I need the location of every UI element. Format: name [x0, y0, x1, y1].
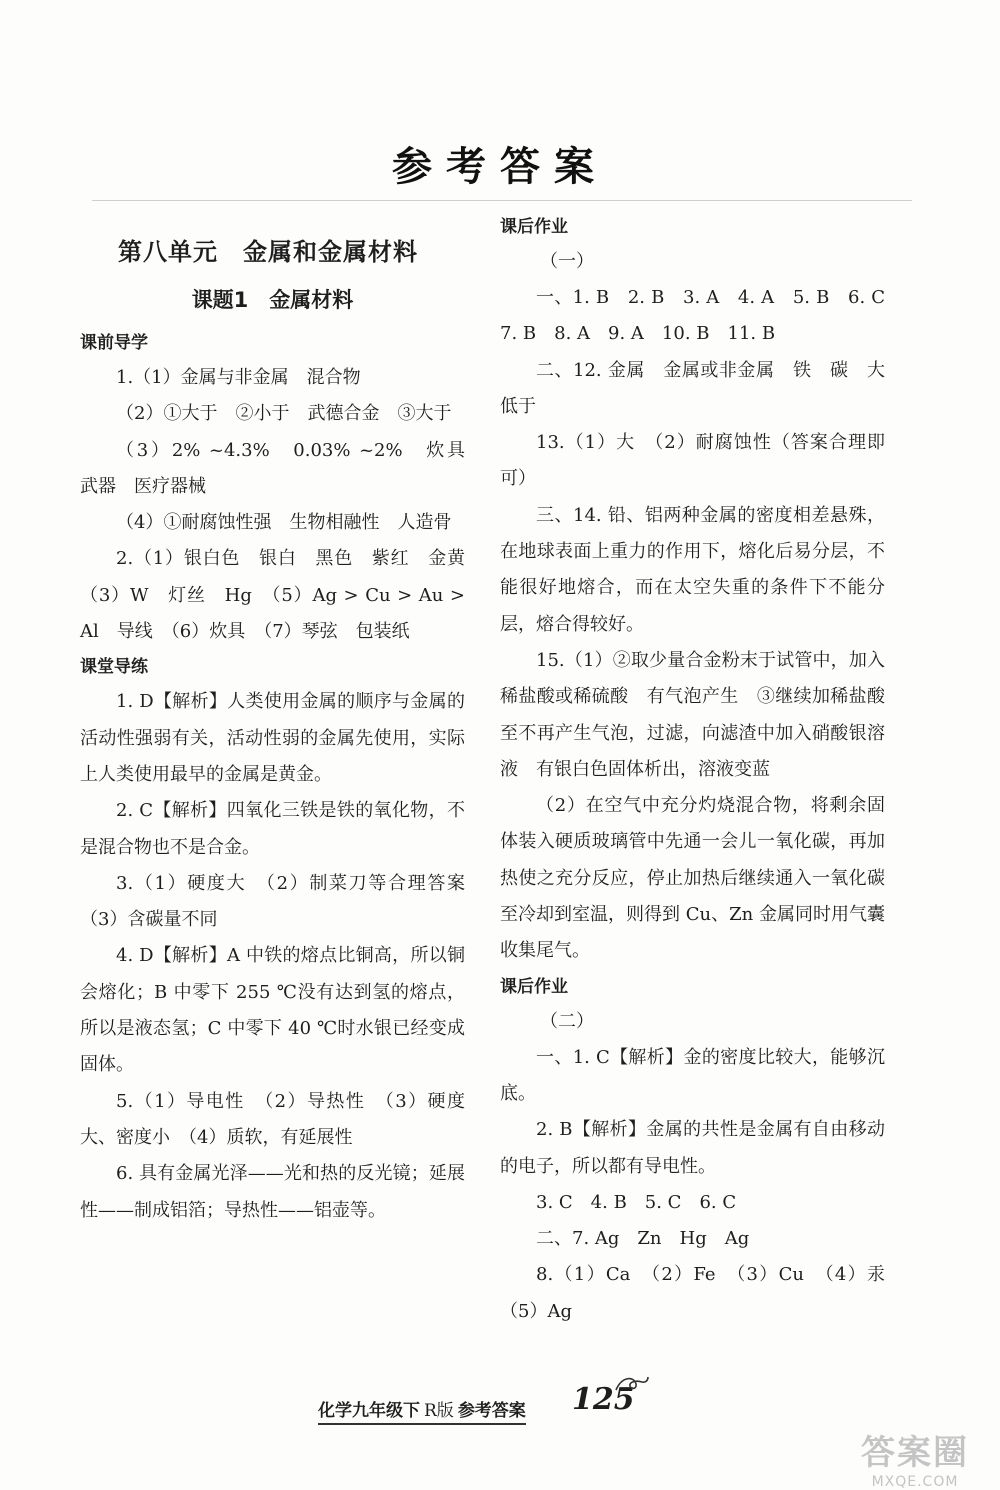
page-footer	[318, 1396, 526, 1425]
subsection-label: （二）	[540, 1010, 594, 1032]
lesson-title: 课题1 金属材料	[191, 288, 354, 312]
footer-book-title: 化学九年级下	[318, 1401, 420, 1421]
section-heading-preview: 课前导学	[80, 333, 148, 353]
answer-item: 3.（1）硬度大 （2）制菜刀等合理答案 （3）含碳量不同	[80, 872, 483, 931]
answer-item: 2. C【解析】四氧化三铁是铁的氧化物，不是混合物也不是合金。	[80, 800, 465, 858]
answer-item: 一、1. C【解析】金的密度比较大，能够沉底。	[500, 1046, 885, 1104]
answer-item: 2.（1）银白色 银白 黑色 紫红 金黄 （3）W 灯丝 Hg （5）Ag > Cu > Au > Al 导线 （6）炊具 （7）琴弦 包装纸	[80, 548, 483, 643]
answer-item: 二、7. Ag Zn Hg Ag	[536, 1228, 750, 1250]
answer-item: （4）①耐腐蚀性强 生物相融性 人造骨	[116, 512, 452, 534]
answer-item: 二、12. 金属 金属或非金属 铁 碳 大 低于	[500, 359, 903, 417]
page-title: 参考答案	[392, 144, 608, 190]
right-column	[500, 210, 903, 1330]
answer-item: 2. B【解析】金属的共性是金属有自由移动的电子，所以都有导电性。	[500, 1119, 885, 1177]
answer-item: 6. 具有金属光泽——光和热的反光镜；延展性——制成铝箔；导热性——铝壶等。	[80, 1163, 465, 1221]
answer-item: 3. C 4. B 5. C 6. C	[536, 1191, 737, 1213]
section-heading-homework: 课后作业	[500, 976, 568, 997]
section-heading-homework: 课后作业	[500, 217, 568, 237]
answer-item: （3）2% ~4.3% 0.03% ~2% 炊具 武器 医疗器械	[80, 439, 483, 497]
footer-edition: R版	[424, 1401, 454, 1421]
subsection-label: （一）	[540, 251, 594, 272]
answer-item: （2）在空气中充分灼烧混合物，将剩余固体装入硬质玻璃管中先通一会儿一氧化碳，再加热使之充分反应，停止加热后继续通入一氧化碳至冷却到室温，则得到 Cu、Zn 金属同时用气囊收集尾气。	[500, 795, 885, 962]
answer-item: 5.（1）导电性 （2）导热性 （3）硬度大、密度小 （4）质软，有延展性	[80, 1090, 465, 1148]
section-heading-classwork: 课堂导练	[80, 657, 148, 678]
answer-item: 4. D【解析】A 中铁的熔点比铜高，所以铜会熔化；B 中零下 255 ℃没有达到氢的熔点，所以是液态氢；C 中零下 40 ℃时水银已经变成固体。	[80, 945, 465, 1076]
title-rule	[92, 200, 912, 201]
swirl-ornament-icon	[612, 1372, 652, 1396]
answer-item: 1. D【解析】人类使用金属的顺序与金属的活动性强弱有关，活动性弱的金属先使用，实际上人类使用最早的金属是黄金。	[80, 691, 465, 785]
answer-item: 8.（1）Ca （2）Fe （3）Cu （4）汞 （5）Ag	[500, 1264, 903, 1322]
unit-title: 第八单元 金属和金属材料	[118, 238, 418, 266]
answer-item: （2）①大于 ②小于 武德合金 ③大于	[116, 403, 452, 425]
watermark-url: MXQE.COM	[871, 1474, 959, 1490]
answer-item: 1.（1）金属与非金属 混合物	[116, 367, 361, 388]
answer-item: 一、1. B 2. B 3. A 4. A 5. B 6. C 7. B 8. A 9. A 10. B 11. B	[500, 287, 903, 345]
footer-label: 参考答案	[457, 1401, 526, 1421]
page-number: 125	[572, 1382, 635, 1417]
left-column	[80, 210, 483, 1229]
answer-item: 13.（1）大 （2）耐腐蚀性（答案合理即可）	[500, 432, 885, 490]
answer-item: 15.（1）②取少量合金粉末于试管中，加入稀盐酸或稀硫酸 有气泡产生 ③继续加稀盐酸至不再产生气泡，过滤，向滤渣中加入硝酸银溶液 有银白色固体析出，溶液变蓝	[500, 649, 885, 780]
watermark	[835, 1425, 995, 1490]
answer-item: 三、14. 铅、铝两种金属的密度相差悬殊，在地球表面上重力的作用下，熔化后易分层，不能很好地熔合，而在太空失重的条件下不能分层，熔合得较好。	[500, 504, 885, 635]
watermark-logo-text: 答案圈	[861, 1433, 969, 1473]
